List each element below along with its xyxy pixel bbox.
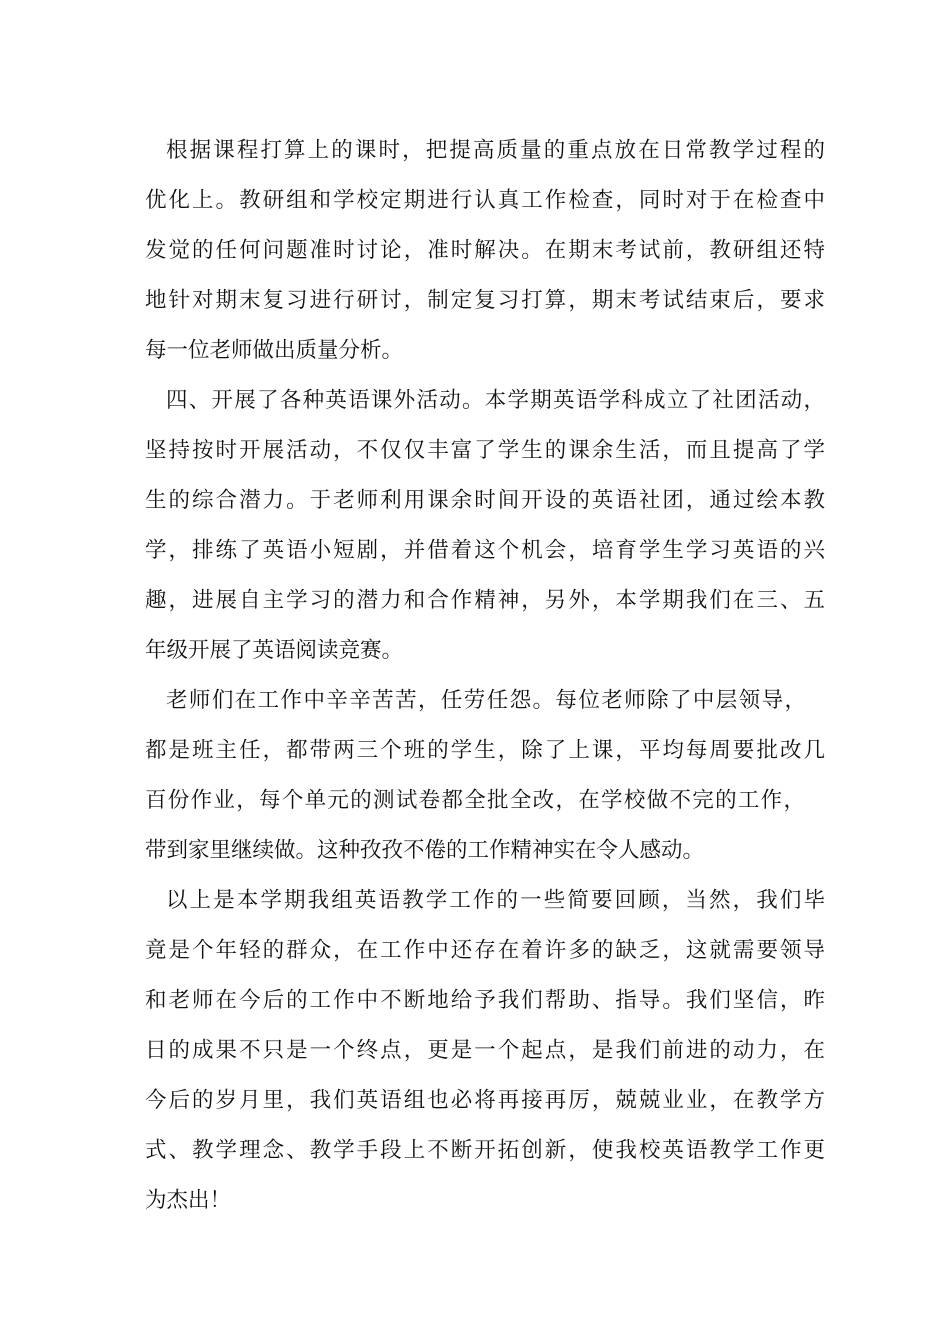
paragraph-4-line-2: 竟是个年轻的群众，在工作中还存在着许多的缺乏，这就需要领导 bbox=[145, 938, 825, 963]
paragraph-3-line-2: 都是班主任，都带两三个班的学生，除了上课，平均每周要批改几 bbox=[145, 738, 825, 763]
paragraph-3-line-4: 带到家里继续做。这种孜孜不倦的工作精神实在令人感动。 bbox=[145, 838, 705, 863]
paragraph-4-line-5: 今后的岁月里，我们英语组也必将再接再厉，兢兢业业，在教学方 bbox=[145, 1088, 825, 1113]
paragraph-4-line-7: 为杰出！ bbox=[145, 1188, 232, 1213]
paragraph-3-line-3: 百份作业，每个单元的测试卷都全批全改，在学校做不完的工作， bbox=[145, 788, 805, 813]
paragraph-3-line-1: 老师们在工作中辛辛苦苦，任劳任怨。每位老师除了中层领导， bbox=[166, 688, 806, 713]
paragraph-4-line-6: 式、教学理念、教学手段上不断开拓创新，使我校英语教学工作更 bbox=[145, 1138, 825, 1163]
paragraph-1-line-5: 每一位老师做出质量分析。 bbox=[145, 338, 404, 363]
paragraph-4-line-1: 以上是本学期我组英语教学工作的一些简要回顾，当然，我们毕 bbox=[166, 888, 825, 913]
paragraph-2-line-4: 学，排练了英语小短剧，并借着这个机会，培育学生学习英语的兴 bbox=[145, 538, 825, 563]
paragraph-2-line-3: 生的综合潜力。于老师利用课余时间开设的英语社团，通过绘本教 bbox=[145, 488, 825, 513]
paragraph-1-line-3: 发觉的任何问题准时讨论，准时解决。在期末考试前，教研组还特 bbox=[145, 238, 825, 263]
paragraph-2-line-6: 年级开展了英语阅读竞赛。 bbox=[145, 638, 404, 663]
paragraph-1-line-2: 优化上。教研组和学校定期进行认真工作检查，同时对于在检查中 bbox=[145, 188, 825, 213]
paragraph-1-line-4: 地针对期末复习进行研讨，制定复习打算，期末考试结束后，要求 bbox=[145, 288, 825, 313]
paragraph-4-line-3: 和老师在今后的工作中不断地给予我们帮助、指导。我们坚信，昨 bbox=[145, 988, 825, 1013]
paragraph-2-line-1: 四、开展了各种英语课外活动。本学期英语学科成立了社团活动， bbox=[166, 388, 825, 413]
paragraph-4-line-4: 日的成果不只是一个终点，更是一个起点，是我们前进的动力，在 bbox=[145, 1038, 825, 1063]
paragraph-2-line-5: 趣，进展自主学习的潜力和合作精神，另外，本学期我们在三、五 bbox=[145, 588, 825, 613]
paragraph-2-line-2: 坚持按时开展活动，不仅仅丰富了学生的课余生活，而且提高了学 bbox=[145, 438, 825, 463]
paragraph-1-line-1: 根据课程打算上的课时，把提高质量的重点放在日常教学过程的 bbox=[166, 138, 825, 163]
